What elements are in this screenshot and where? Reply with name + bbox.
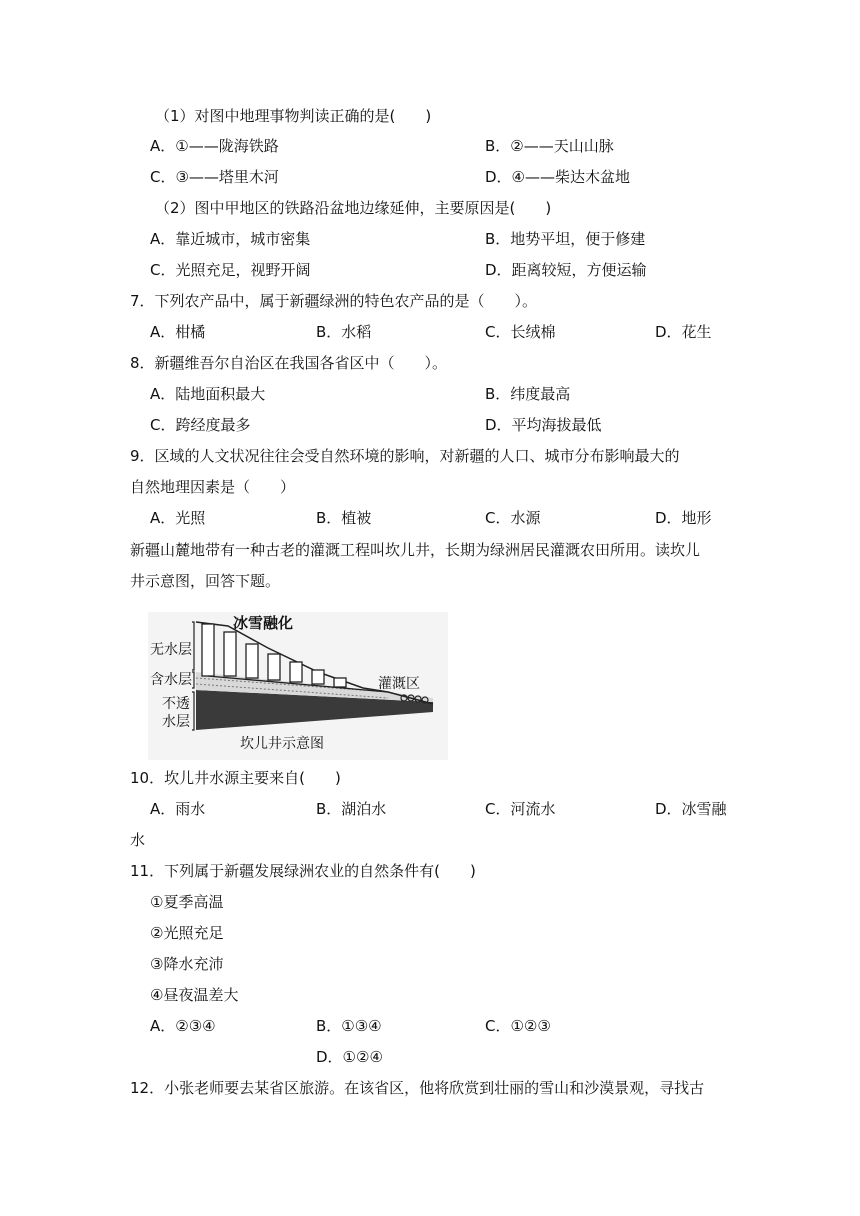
q8-option-a: A．陆地面积最大 (150, 385, 266, 403)
q11-item-4: ④昼夜温差大 (150, 986, 239, 1004)
q9-option-b: B．植被 (316, 509, 372, 527)
q7-option-a: A．柑橘 (150, 323, 206, 341)
q9-option-d: D．地形 (655, 509, 712, 527)
q8-option-b: B．纬度最高 (485, 385, 571, 403)
figure-caption: 坎儿井示意图 (240, 736, 324, 752)
q11-stem: 11．下列属于新疆发展绿洲农业的自然条件有( ) (130, 862, 476, 880)
q6-1-stem: （1）对图中地理事物判读正确的是( ) (155, 107, 432, 125)
q6-1-option-c: C．③——塔里木河 (150, 168, 279, 186)
q8-option-c: C．跨经度最多 (150, 416, 251, 434)
q10-option-b: B．湖泊水 (316, 800, 387, 818)
q11-item-2: ②光照充足 (150, 924, 224, 942)
q10-stem: 10．坎儿井水源主要来自( ) (130, 769, 341, 787)
q9-option-c: C．水源 (485, 509, 541, 527)
q10-option-d: D．冰雪融 (655, 800, 727, 818)
q6-2-stem: （2）图中甲地区的铁路沿盆地边缘延伸，主要原因是( ) (155, 199, 552, 217)
q12-stem: 12．小张老师要去某省区旅游。在该省区，他将欣赏到壮丽的雪山和沙漠景观，寻找古 (130, 1079, 705, 1097)
q10-option-d-continued: 水 (130, 831, 146, 849)
q7-option-d: D．花生 (655, 323, 712, 341)
intro-line1: 新疆山麓地带有一种古老的灌溉工程叫坎儿井，长期为绿洲居民灌溉农田所用。读坎儿 (130, 541, 701, 559)
label-impermeable-2: 水层 (162, 714, 190, 730)
q6-2-option-c: C．光照充足，视野开阔 (150, 261, 311, 279)
q8-option-d: D．平均海拔最低 (485, 416, 602, 434)
q7-option-b: B．水稻 (316, 323, 372, 341)
label-no-water-layer: 无水层 (150, 642, 192, 658)
q11-option-b: B．①③④ (316, 1017, 382, 1035)
q11-option-d: D．①②④ (316, 1048, 383, 1066)
intro-line2: 井示意图，回答下题。 (130, 572, 281, 590)
karez-diagram (148, 612, 448, 760)
q11-item-1: ①夏季高温 (150, 893, 224, 911)
label-impermeable-1: 不透 (162, 696, 190, 712)
q6-1-option-d: D．④——柴达木盆地 (485, 168, 630, 186)
q9-option-a: A．光照 (150, 509, 206, 527)
q7-option-c: C．长绒棉 (485, 323, 556, 341)
q11-item-3: ③降水充沛 (150, 955, 224, 973)
q9-stem-line1: 9．区域的人文状况往往会受自然环境的影响，对新疆的人口、城市分布影响最大的 (130, 447, 680, 465)
q6-2-option-d: D．距离较短，方便运输 (485, 261, 647, 279)
q6-2-option-a: A．靠近城市，城市密集 (150, 230, 311, 248)
q9-stem-line2: 自然地理因素是（ ） (130, 478, 296, 496)
q6-1-option-b: B．②——天山山脉 (485, 137, 614, 155)
q8-stem: 8．新疆维吾尔自治区在我国各省区中（ ）。 (130, 354, 448, 372)
q6-1-option-a: A．①——陇海铁路 (150, 137, 279, 155)
q10-option-a: A．雨水 (150, 800, 206, 818)
q6-2-option-b: B．地势平坦，便于修建 (485, 230, 646, 248)
q7-stem: 7．下列农产品中，属于新疆绿洲的特色农产品的是（ ）。 (130, 292, 538, 310)
q11-option-c: C．①②③ (485, 1017, 551, 1035)
q10-option-c: C．河流水 (485, 800, 556, 818)
q11-option-a: A．②③④ (150, 1017, 216, 1035)
label-irrigation-area: 灌溉区 (378, 676, 420, 692)
label-snow-melt: 冰雪融化 (233, 614, 294, 632)
label-aquifer: 含水层 (150, 672, 192, 688)
